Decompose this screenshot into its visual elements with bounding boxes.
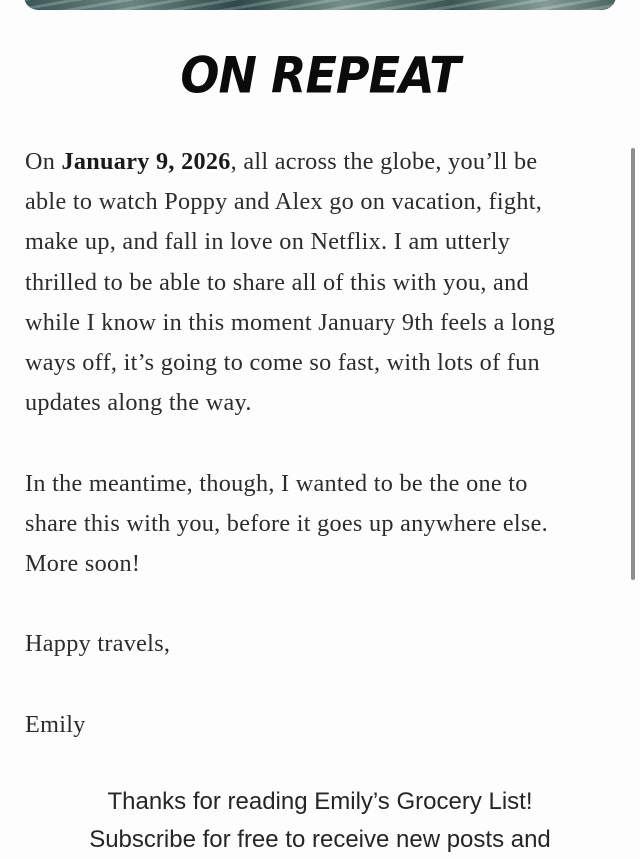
paragraph-2-line-1: In the meantime, though, I wanted to be the one to — [25, 469, 528, 497]
paragraph-1-line-6: ways off, it’s going to come so fast, with lots of fun — [25, 349, 540, 377]
header-image — [24, 0, 616, 10]
paragraph-1-line-2: able to watch Poppy and Alex go on vacation, fight, — [25, 188, 543, 216]
paragraph-1-line-1 — [25, 142, 625, 182]
section-title: ON REPEAT — [180, 45, 460, 105]
paragraph-gap — [25, 665, 625, 705]
paragraph-gap — [25, 423, 625, 463]
article-body — [25, 142, 625, 745]
paragraph-1-line-4: thrilled to be able to share all of this with you, and — [25, 268, 529, 296]
paragraph-2-line-3: More soon! — [25, 550, 141, 578]
paragraph-2-line-2: share this with you, before it goes up anywhere else. — [25, 509, 549, 537]
subscribe-text: Subscribe for free to receive new posts and — [89, 826, 551, 853]
paragraph-1-line-3: make up, and fall in love on Netflix. I am utterly — [25, 228, 511, 256]
release-date: January 9, 2026 — [61, 148, 231, 175]
paragraph-1-line-7: updates along the way. — [25, 389, 252, 417]
text-segment: , all across the globe, you’ll be — [230, 148, 538, 175]
signoff: Happy travels, — [25, 630, 171, 658]
paragraph-gap — [25, 584, 625, 624]
subscribe-footer — [0, 783, 640, 859]
signature: Emily — [25, 710, 86, 738]
paragraph-1-line-5: while I know in this moment January 9th feels a long — [25, 308, 556, 336]
scrollbar[interactable] — [631, 148, 635, 580]
thanks-text: Thanks for reading Emily’s Grocery List! — [107, 788, 533, 815]
text-segment: On — [25, 148, 62, 175]
